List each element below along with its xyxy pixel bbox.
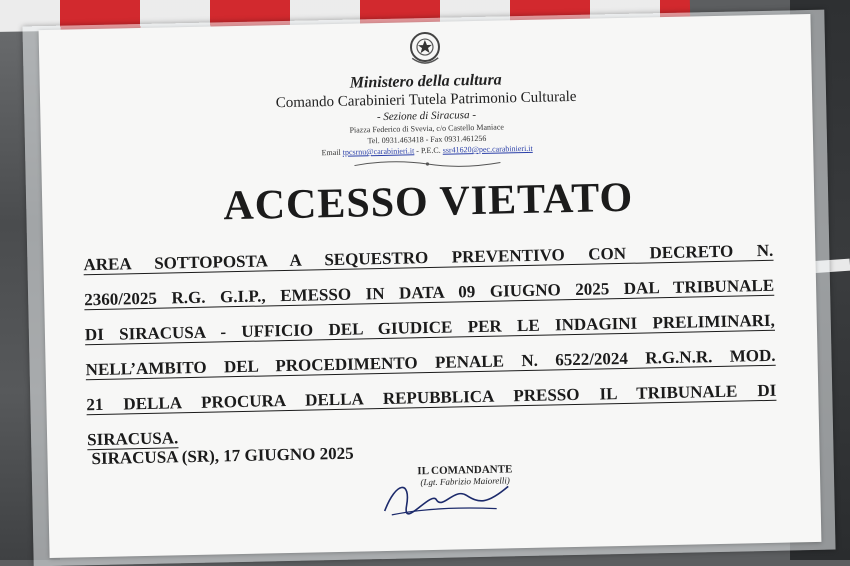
pec-label: - P.E.C. (416, 145, 441, 156)
notice-title: ACCESSO VIETATO (222, 174, 634, 230)
body-line: NELL’AMBITO DEL PROCEDIMENTO PENALE N. 6522/2024 R.G.N.R. MOD. (85, 345, 776, 380)
address: Piazza Federico di Svevia, c/o Castello Maniace (349, 122, 504, 135)
email-label: Email (321, 147, 341, 158)
handwritten-signature (376, 468, 517, 521)
body-line: 21 DELLA PROCURA DELLA REPUBBLICA PRESSO IL TRIBUNALE DI (86, 380, 777, 415)
section-name: - Sezione di Siracusa - (376, 109, 477, 124)
letterhead (39, 22, 814, 182)
body-line: 2360/2025 R.G. G.I.P., EMESSO IN DATA 09 GIUGNO 2025 DAL TRIBUNALE (84, 275, 775, 310)
italian-republic-emblem-icon (408, 30, 443, 67)
flourish-divider (352, 157, 502, 170)
email-link[interactable]: tpcsrnu@carabinieri.it (342, 146, 415, 157)
phone-fax: Tel. 0931.463418 - Fax 0931.461256 (367, 133, 487, 146)
notice-body (83, 233, 777, 457)
ministry-name: Ministero della cultura (349, 71, 502, 92)
pec-link[interactable]: ssr41620@pec.carabinieri.it (442, 143, 533, 155)
command-name: Comando Carabinieri Tutela Patrimonio Culturale (275, 88, 577, 112)
body-line: AREA SOTTOPOSTA A SEQUESTRO PREVENTIVO CON DECRETO N. (83, 240, 774, 275)
body-line: SIRACUSA. (86, 428, 179, 450)
commander-name: (Lgt. Fabrizio Maiorelli) (420, 475, 510, 488)
notice-sheet (39, 14, 822, 558)
commander-role: IL COMANDANTE (417, 463, 513, 478)
body-line: DI SIRACUSA - UFFICIO DEL GIUDICE PER LE INDAGINI PRELIMINARI, (84, 310, 775, 345)
place-date: SIRACUSA (SR), 17 GIUGNO 2025 (91, 443, 354, 469)
